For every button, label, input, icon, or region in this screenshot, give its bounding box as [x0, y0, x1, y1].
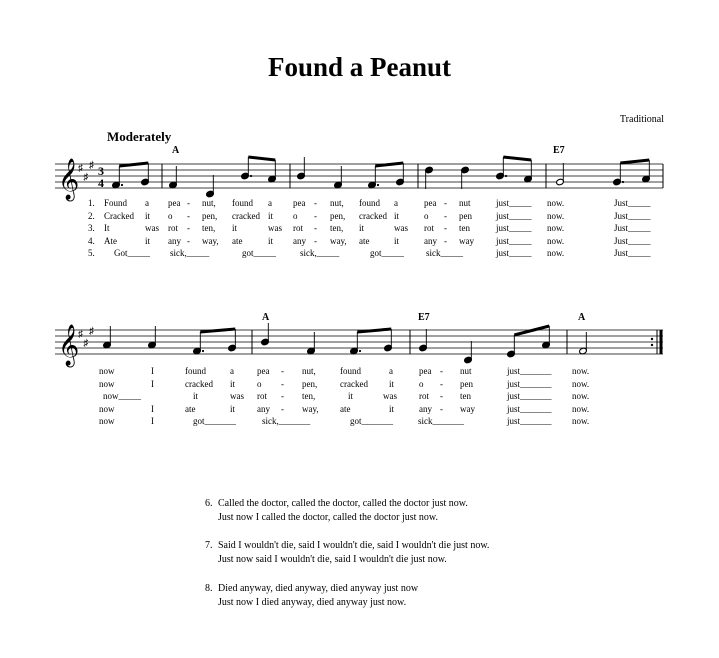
lyric-syllable: just_____: [496, 235, 532, 246]
note-beam: [357, 329, 391, 332]
lyric-syllable: got_____: [242, 248, 277, 258]
lyric-syllable: it: [389, 378, 395, 389]
lyric-syllable: pen,: [202, 210, 218, 221]
lyric-syllable: rot: [168, 223, 178, 233]
note-beam: [200, 329, 235, 332]
sharp-icon: ♯: [83, 338, 89, 349]
lyric-syllable: 2.: [88, 210, 95, 221]
lyric-syllable: a: [230, 366, 234, 376]
lyric-syllable: got_______: [193, 416, 237, 426]
lyric-syllable: 5.: [88, 248, 95, 258]
lyric-syllable: o: [424, 210, 429, 221]
lyric-syllable: 4.: [88, 235, 95, 246]
lyric-syllable: pea: [419, 366, 432, 376]
lyric-syllable: cracked: [340, 378, 368, 389]
lyric-syllable: -: [440, 391, 443, 401]
lyric-syllable: o: [168, 210, 173, 221]
lyric-syllable: it: [389, 403, 395, 414]
lyric-syllable: -: [314, 210, 317, 221]
lyric-syllable: -: [440, 366, 443, 376]
lyric-syllable: -: [281, 391, 284, 401]
song-title: Found a Peanut: [267, 52, 452, 82]
lyric-syllable: now.: [572, 416, 590, 426]
lyric-syllable: -: [187, 223, 190, 233]
sharp-icon: ♯: [89, 160, 94, 171]
lyric-syllable: found: [232, 198, 253, 208]
lyric-syllable: now.: [572, 403, 590, 414]
lyric-syllable: now_____: [103, 391, 141, 401]
note-beam: [514, 326, 549, 335]
lyric-syllable: it: [193, 391, 199, 401]
lyric-syllable: pea: [424, 198, 437, 208]
lyric-syllable: nut,: [330, 198, 344, 208]
lyric-syllable: ten,: [302, 391, 316, 401]
lyric-syllable: sick,_______: [262, 416, 311, 426]
augmentation-dot: [202, 350, 204, 352]
lyric-syllable: 3.: [88, 223, 95, 233]
lyric-syllable: a: [145, 198, 149, 208]
lyric-syllable: Just_____: [614, 210, 651, 221]
lyric-syllable: way,: [302, 403, 319, 414]
lyric-syllable: it: [268, 210, 274, 221]
lyric-syllable: ten: [460, 391, 471, 401]
lyric-syllable: -: [444, 198, 447, 208]
lyric-syllable: found: [359, 198, 380, 208]
lyric-syllable: Ate: [104, 235, 117, 246]
lyric-syllable: Just_____: [614, 223, 651, 233]
lyric-syllable: any: [424, 235, 437, 246]
lyric-syllable: Got_____: [114, 248, 150, 258]
lyric-syllable: -: [187, 210, 190, 221]
lyric-syllable: it: [145, 210, 151, 221]
chord-symbol: A: [172, 145, 180, 156]
chord-symbol: E7: [553, 145, 565, 156]
extra-verse-line1: [205, 539, 489, 553]
extra-verse: [205, 539, 489, 567]
lyric-syllable: nut: [459, 198, 471, 208]
lyric-syllable: -: [440, 378, 443, 389]
lyric-syllable: way: [460, 403, 475, 414]
lyric-syllable: ten: [459, 223, 470, 233]
chord-symbol: A: [578, 312, 586, 323]
extra-verse-line2: Just now said I wouldn't die, said I wouldn't die just now.: [218, 554, 447, 565]
lyric-syllable: was: [230, 391, 244, 401]
lyric-syllable: any: [293, 235, 306, 246]
verse-text: Said I wouldn't die, said I wouldn't die, said I wouldn't die just now.: [218, 540, 490, 551]
lyric-syllable: got_______: [350, 416, 394, 426]
lyric-syllable: just_______: [507, 391, 552, 401]
lyric-syllable: was: [383, 391, 397, 401]
lyric-syllable: Just_____: [614, 235, 651, 246]
lyric-syllable: ten,: [330, 223, 344, 233]
augmentation-dot: [359, 350, 361, 352]
lyric-syllable: 1.: [88, 198, 95, 208]
lyric-syllable: cracked: [359, 210, 387, 221]
lyric-syllable: a: [394, 198, 398, 208]
lyric-syllable: I: [151, 403, 154, 414]
lyric-syllable: now: [99, 366, 115, 376]
lyric-syllable: was: [268, 223, 282, 233]
lyric-syllable: -: [444, 235, 447, 246]
lyric-syllable: nut,: [202, 198, 216, 208]
lyric-syllable: rot: [419, 391, 429, 401]
lyric-syllable: -: [281, 403, 284, 414]
lyric-syllable: a: [268, 198, 272, 208]
lyric-syllable: it: [145, 235, 151, 246]
tempo-marking: Moderately: [107, 129, 172, 144]
lyric-syllable: just_____: [496, 223, 532, 233]
lyric-syllable: found: [340, 366, 361, 376]
time-signature-bottom: 4: [98, 176, 104, 190]
sharp-icon: ♯: [78, 329, 83, 340]
lyric-syllable: cracked: [185, 378, 213, 389]
lyric-syllable: now.: [547, 223, 565, 233]
extra-verse-line2: Just now I called the doctor, called the doctor just now.: [218, 512, 439, 523]
lyric-syllable: -: [314, 223, 317, 233]
augmentation-dot: [121, 184, 123, 186]
lyric-syllable: -: [444, 223, 447, 233]
verse-number: 8.: [205, 583, 213, 594]
lyric-syllable: now.: [572, 366, 590, 376]
lyric-syllable: it: [232, 223, 238, 233]
lyric-syllable: Just_____: [614, 248, 651, 258]
augmentation-dot: [377, 184, 379, 186]
lyric-syllable: sick_____: [426, 248, 463, 258]
lyric-syllable: it: [230, 403, 236, 414]
note-beam: [620, 160, 649, 163]
composer-credit: Traditional: [619, 114, 664, 125]
lyric-syllable: ate: [359, 235, 370, 246]
lyric-syllable: now.: [547, 235, 565, 246]
time-signature-top: 3: [98, 164, 104, 178]
note-beam: [119, 163, 148, 166]
lyric-syllable: a: [389, 366, 393, 376]
lyric-syllable: just_____: [496, 210, 532, 221]
lyric-syllable: pea: [168, 198, 181, 208]
lyric-syllable: it: [394, 210, 400, 221]
augmentation-dot: [505, 175, 507, 177]
lyric-syllable: pea: [257, 366, 270, 376]
lyric-syllable: it: [348, 391, 354, 401]
lyric-syllable: now.: [572, 391, 590, 401]
lyric-syllable: o: [419, 378, 424, 389]
lyric-syllable: Found: [104, 198, 128, 208]
lyric-syllable: o: [293, 210, 298, 221]
sharp-icon: ♯: [83, 172, 89, 183]
note-beam: [248, 157, 275, 160]
lyric-syllable: just_____: [496, 248, 532, 258]
lyric-syllable: o: [257, 378, 262, 389]
lyric-syllable: got_____: [370, 248, 405, 258]
lyric-syllable: sick_______: [418, 416, 464, 426]
repeat-dot: [651, 344, 653, 346]
lyric-syllable: It: [104, 223, 110, 233]
lyric-syllable: pen: [460, 378, 473, 389]
repeat-dot: [651, 338, 653, 340]
lyric-syllable: -: [187, 235, 190, 246]
lyric-syllable: ten,: [202, 223, 216, 233]
lyric-syllable: pen,: [302, 378, 318, 389]
verse-text: Called the doctor, called the doctor, called the doctor just now.: [218, 498, 468, 509]
treble-clef-icon: 𝄞: [58, 159, 80, 199]
lyric-syllable: rot: [424, 223, 434, 233]
note-beam: [375, 163, 403, 166]
lyric-syllable: Cracked: [104, 210, 134, 221]
lyric-syllable: -: [187, 198, 190, 208]
lyric-syllable: any: [257, 403, 270, 414]
lyric-syllable: ate: [232, 235, 243, 246]
lyric-syllable: sick,_____: [300, 248, 340, 258]
lyric-syllable: just_______: [507, 366, 552, 376]
augmentation-dot: [622, 181, 624, 183]
lyric-syllable: I: [151, 378, 154, 389]
lyric-syllable: cracked: [232, 210, 260, 221]
extra-verse-line2: Just now I died anyway, died anyway just now.: [218, 597, 407, 608]
extra-verse: [205, 582, 418, 610]
lyric-syllable: way,: [202, 235, 219, 246]
lyric-syllable: I: [151, 416, 154, 426]
lyric-syllable: any: [419, 403, 432, 414]
lyric-syllable: nut: [460, 366, 472, 376]
lyric-syllable: I: [151, 366, 154, 376]
lyric-syllable: now: [99, 403, 115, 414]
lyric-syllable: now.: [547, 248, 565, 258]
extra-verse: [205, 497, 468, 525]
lyric-syllable: ate: [185, 403, 196, 414]
lyric-syllable: was: [394, 223, 408, 233]
lyric-syllable: just_______: [507, 403, 552, 414]
lyric-syllable: now: [99, 416, 115, 426]
lyric-syllable: found: [185, 366, 206, 376]
lyric-syllable: just_______: [507, 378, 552, 389]
lyric-syllable: pen,: [330, 210, 346, 221]
augmentation-dot: [250, 175, 252, 177]
extra-verse-line1: [205, 497, 468, 511]
lyric-syllable: sick,_____: [170, 248, 210, 258]
lyric-syllable: nut,: [302, 366, 316, 376]
lyric-syllable: -: [281, 366, 284, 376]
note-beam: [503, 157, 531, 160]
sharp-icon: ♯: [78, 163, 83, 174]
lyric-syllable: -: [444, 210, 447, 221]
lyric-syllable: rot: [257, 391, 267, 401]
lyric-syllable: just_____: [496, 198, 532, 208]
lyric-syllable: it: [230, 378, 236, 389]
lyric-syllable: just_______: [507, 416, 552, 426]
lyric-syllable: Just_____: [614, 198, 651, 208]
lyric-syllable: now.: [547, 198, 565, 208]
lyric-syllable: it: [394, 235, 400, 246]
lyric-syllable: ate: [340, 403, 351, 414]
sharp-icon: ♯: [89, 326, 94, 337]
lyric-syllable: now: [99, 378, 115, 389]
lyric-syllable: now.: [572, 378, 590, 389]
verse-number: 6.: [205, 498, 213, 509]
lyric-syllable: way: [459, 235, 474, 246]
lyric-syllable: -: [440, 403, 443, 414]
lyric-syllable: it: [359, 223, 365, 233]
lyric-syllable: way,: [330, 235, 347, 246]
verse-text: Died anyway, died anyway, died anyway just now: [218, 583, 419, 594]
lyric-syllable: pea: [293, 198, 306, 208]
lyric-syllable: rot: [293, 223, 303, 233]
chord-symbol: A: [262, 312, 270, 323]
lyric-syllable: it: [268, 235, 274, 246]
extra-verse-line1: [205, 582, 418, 596]
verse-number: 7.: [205, 540, 213, 551]
lyric-syllable: was: [145, 223, 159, 233]
lyric-syllable: -: [281, 378, 284, 389]
treble-clef-icon: 𝄞: [58, 325, 80, 365]
lyric-syllable: now.: [547, 210, 565, 221]
lyric-syllable: -: [314, 198, 317, 208]
lyric-syllable: pen: [459, 210, 472, 221]
lyric-syllable: any: [168, 235, 181, 246]
lyric-syllable: -: [314, 235, 317, 246]
chord-symbol: E7: [418, 312, 430, 323]
